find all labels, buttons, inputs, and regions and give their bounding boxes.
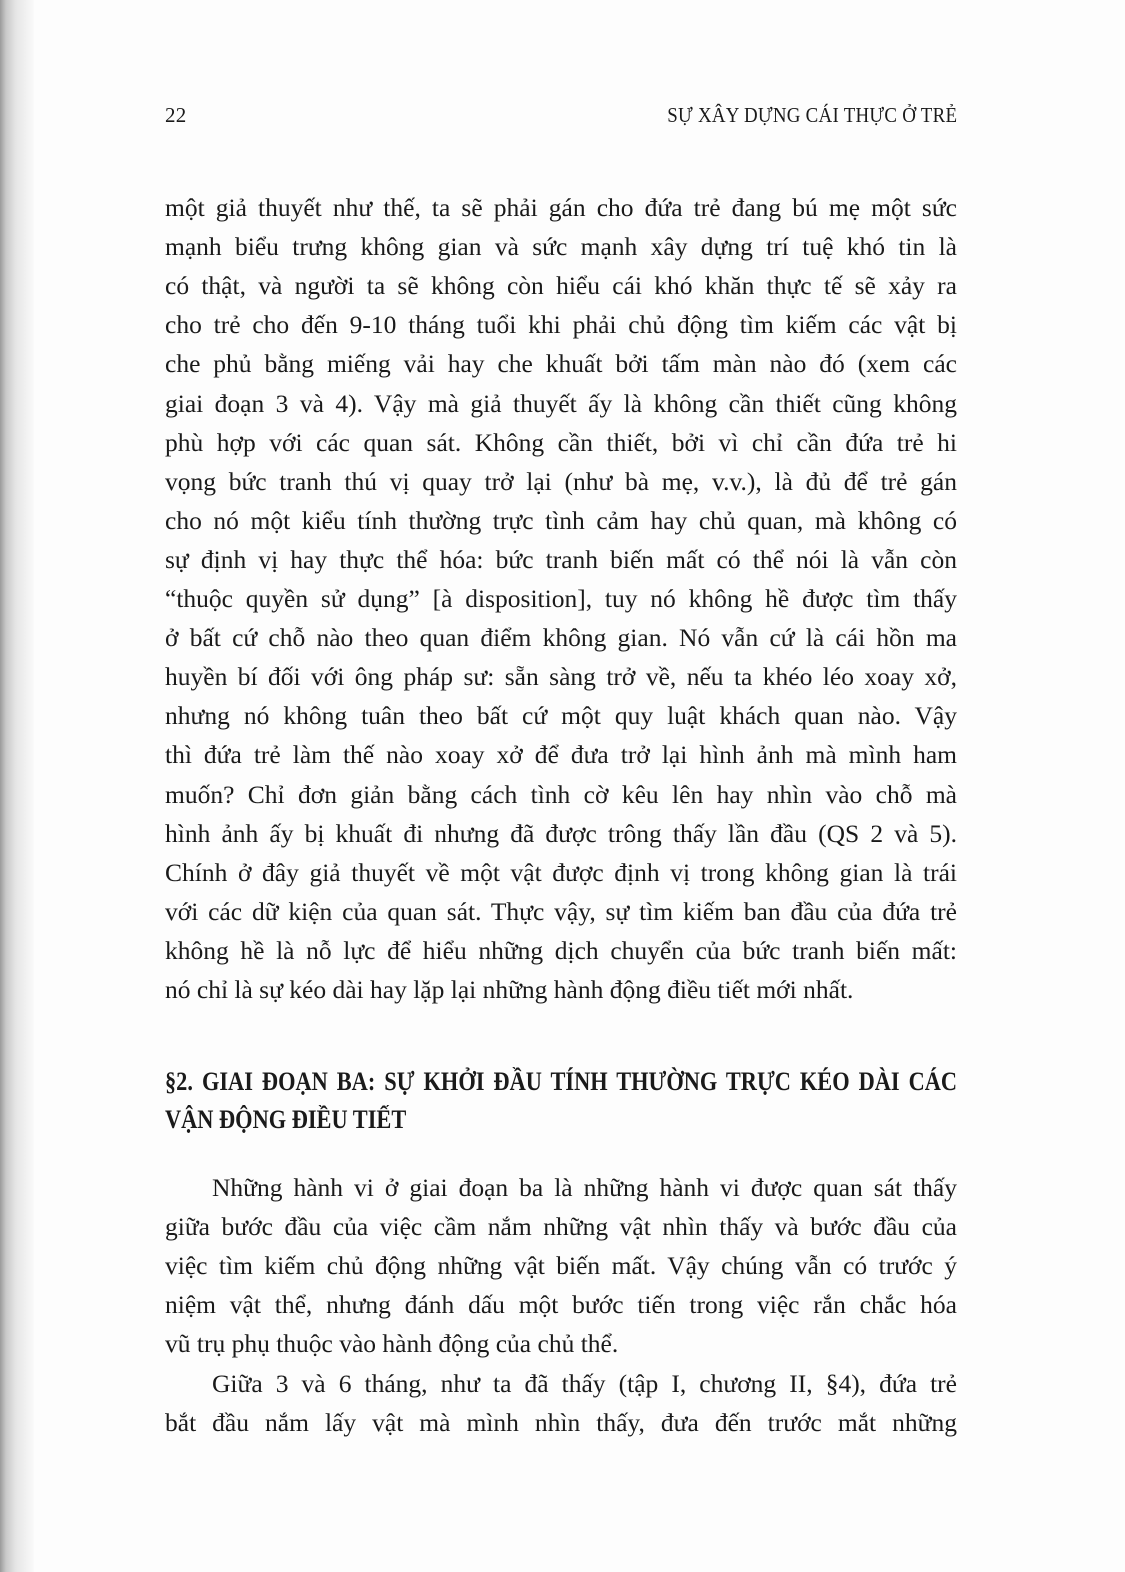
text-line: nhưng nó không tuân theo bất cứ một quy luật khách quan nào. Vậy [165, 701, 957, 731]
section-heading-line: VẬN ĐỘNG ĐIỀU TIẾT [165, 1105, 407, 1134]
text-line: giữa bước đầu của việc cầm nắm những vật nhìn thấy và bước đầu của [165, 1212, 957, 1242]
text-line: “thuộc quyền sử dụng” [à disposition], tuy nó không hề được tìm thấy [165, 584, 957, 613]
text-line: ở bất cứ chỗ nào theo quan điểm không gian. Nó vẫn cứ là cái hồn ma [165, 623, 957, 653]
text-line: niệm vật thể, nhưng đánh dấu một bước tiến trong việc rắn chắc hóa [165, 1290, 957, 1320]
text-line: không hề là nỗ lực để hiểu những dịch chuyển của bức tranh biến mất: [165, 935, 957, 965]
page-number: 22 [165, 103, 187, 127]
text-line: phù hợp với các quan sát. Không cần thiết, bởi vì chỉ cần đứa trẻ hi [165, 427, 957, 457]
text-line: thì đứa trẻ làm thế nào xoay xở để đưa trở lại hình ảnh mà mình ham [165, 740, 957, 770]
page-edge-shadow [0, 0, 34, 1572]
running-title: SỰ XÂY DỰNG CÁI THỰC Ở TRẺ [666, 103, 957, 127]
text-line: Giữa 3 và 6 tháng, như ta đã thấy (tập I, chương II, §4), đứa trẻ [212, 1369, 957, 1398]
section-heading-line: §2. GIAI ĐOẠN BA: SỰ KHỞI ĐẦU TÍNH THƯỜNG TRỰC KÉO DÀI CÁC [165, 1067, 958, 1096]
text-line: giai đoạn 3 và 4). Vậy mà giả thuyết ấy là không cần thiết cũng không [165, 388, 957, 418]
text-line: cho nó một kiểu tính thường trực tình cảm hay chủ quan, mà không có [165, 505, 957, 535]
text-line: vọng bức tranh thú vị quay trở lại (như bà mẹ, v.v.), là đủ để trẻ gán [165, 466, 957, 496]
text-line: việc tìm kiếm chủ động những vật biến mất. Vậy chúng vẫn có trước ý [165, 1251, 957, 1281]
text-line: mạnh biểu trưng không gian và sức mạnh xây dựng trí tuệ khó tin là [165, 232, 957, 262]
text-line: với các dữ kiện của quan sát. Thực vậy, sự tìm kiếm ban đầu của đứa trẻ [165, 896, 957, 926]
text-line: bắt đầu nắm lấy vật mà mình nhìn thấy, đưa đến trước mắt những [165, 1408, 957, 1438]
text-line: nó chỉ là sự kéo dài hay lặp lại những hành động điều tiết mới nhất. [165, 975, 854, 1004]
text-line: hình ảnh ấy bị khuất đi nhưng đã được trông thấy lần đầu (QS 2 và 5). [165, 818, 957, 848]
text-line: vũ trụ phụ thuộc vào hành động của chủ thể. [165, 1329, 619, 1359]
text-line: huyền bí đối với ông pháp sư: sẵn sàng trở về, nếu ta khéo léo xoay xở, [165, 662, 957, 692]
text-line: sự định vị hay thực thể hóa: bức tranh biến mất có thể nói là vẫn còn [165, 544, 957, 574]
text-line: che phủ bằng miếng vải hay che khuất bởi tấm màn nào đó (xem các [165, 349, 957, 379]
text-line: Những hành vi ở giai đoạn ba là những hành vi được quan sát thấy [212, 1173, 957, 1202]
text-line: Chính ở đây giả thuyết về một vật được định vị trong không gian là trái [165, 857, 957, 887]
text-line: cho trẻ cho đến 9-10 tháng tuổi khi phải chủ động tìm kiếm các vật bị [165, 310, 957, 340]
text-line: một giả thuyết như thế, ta sẽ phải gán cho đứa trẻ đang bú mẹ một sức [165, 193, 957, 222]
text-line: có thật, và người ta sẽ không còn hiểu cái khó khăn thực tế sẽ xảy ra [165, 271, 957, 301]
text-line: muốn? Chỉ đơn giản bằng cách tình cờ kêu lên hay nhìn vào chỗ mà [165, 779, 957, 809]
